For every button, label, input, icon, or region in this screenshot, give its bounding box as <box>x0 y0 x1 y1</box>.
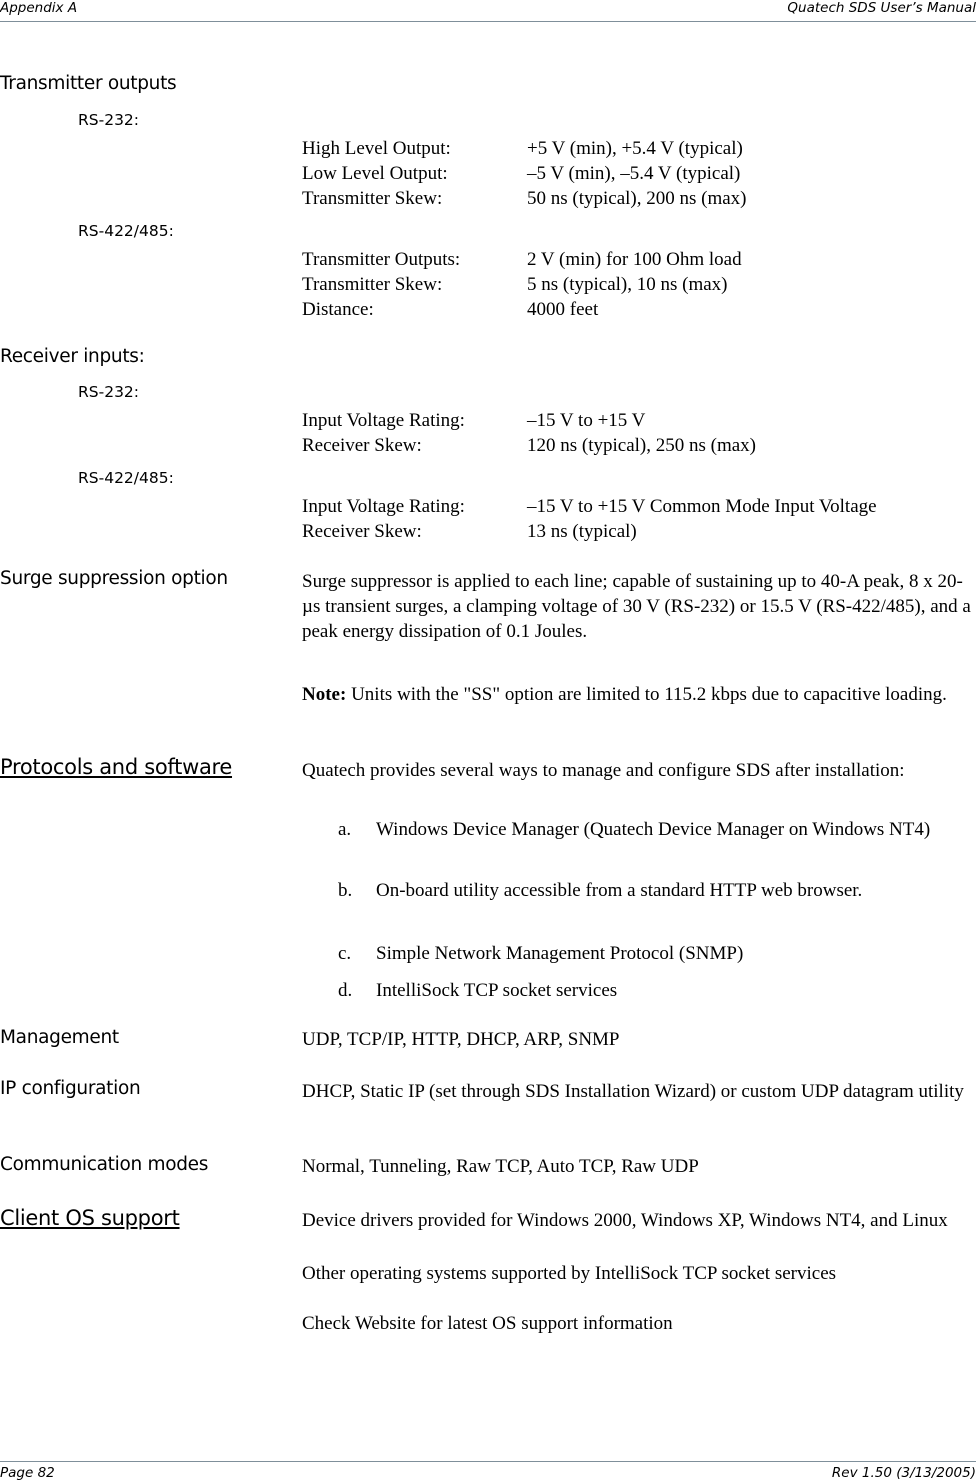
spec-value: 4000 feet <box>527 299 599 320</box>
surge-text: Surge suppressor is applied to each line; capable of sustaining up to 40-A peak, 8 x 20-µs transient surges, a clamping voltage of 30 V (RS-232) or 15.5 V (RS-422/485), and a peak energy dissipation of 0.1 Joules. <box>302 571 971 642</box>
note-text: Units with the "SS" option are limited to 115.2 kbps due to capacitive loading. <box>346 684 947 705</box>
receiver-heading: Receiver inputs: <box>0 346 145 367</box>
note-label: Note: <box>302 684 347 705</box>
transmitter-heading: Transmitter outputs <box>0 73 177 94</box>
surge-heading: Surge suppression option <box>0 568 228 589</box>
protocols-heading: Protocols and software <box>0 755 233 779</box>
spec-value: –15 V to +15 V <box>527 410 646 431</box>
spec-label: Transmitter Outputs: <box>302 249 461 270</box>
list-item: IntelliSock TCP socket services <box>376 980 618 1001</box>
ipconfig-heading: IP configuration <box>0 1078 141 1099</box>
footer-right: Rev 1.50 (3/13/2005) <box>831 1465 976 1481</box>
footer-left: Page 82 <box>0 1465 55 1481</box>
list-item: Simple Network Management Protocol (SNMP) <box>376 943 744 964</box>
page-footer <box>0 1461 976 1484</box>
spec-label: Input Voltage Rating: <box>302 496 465 517</box>
commmodes-heading: Communication modes <box>0 1154 209 1175</box>
spec-label: Receiver Skew: <box>302 435 422 456</box>
spec-value: 13 ns (typical) <box>527 521 637 542</box>
clientos-heading: Client OS support <box>0 1206 180 1230</box>
spec-value: –15 V to +15 V Common Mode Input Voltage <box>527 496 877 517</box>
rx-rs232-label: RS-232: <box>78 383 140 401</box>
list-item: On-board utility accessible from a standard HTTP web browser. <box>376 880 863 901</box>
spec-label: Transmitter Skew: <box>302 188 443 209</box>
header-left: Appendix A <box>0 0 78 16</box>
rx-rs422-label: RS-422/485: <box>78 469 174 487</box>
spec-value: 120 ns (typical), 250 ns (max) <box>527 435 757 456</box>
ipconfig-text: DHCP, Static IP (set through SDS Installation Wizard) or custom UDP datagram utility <box>302 1081 964 1102</box>
list-item-letter: b. <box>338 880 353 901</box>
page-header <box>0 0 976 22</box>
spec-label: Input Voltage Rating: <box>302 410 465 431</box>
tx-rs422-label: RS-422/485: <box>78 222 174 240</box>
spec-value: 5 ns (typical), 10 ns (max) <box>527 274 728 295</box>
spec-label: Transmitter Skew: <box>302 274 443 295</box>
spec-label: Low Level Output: <box>302 163 448 184</box>
tx-rs232-label: RS-232: <box>78 111 140 129</box>
spec-value: +5 V (min), +5.4 V (typical) <box>527 138 743 159</box>
header-right: Quatech SDS User’s Manual <box>787 0 976 16</box>
list-item-letter: a. <box>338 819 352 840</box>
spec-label: Receiver Skew: <box>302 521 422 542</box>
commmodes-text: Normal, Tunneling, Raw TCP, Auto TCP, Raw UDP <box>302 1156 699 1177</box>
list-item-letter: d. <box>338 980 353 1001</box>
protocols-intro: Quatech provides several ways to manage and configure SDS after installation: <box>302 760 905 781</box>
management-heading: Management <box>0 1027 119 1048</box>
spec-value: 2 V (min) for 100 Ohm load <box>527 249 742 270</box>
list-item-letter: c. <box>338 943 352 964</box>
clientos-line2: Other operating systems supported by IntelliSock TCP socket services <box>302 1263 837 1284</box>
spec-label: Distance: <box>302 299 374 320</box>
spec-value: 50 ns (typical), 200 ns (max) <box>527 188 747 209</box>
management-text: UDP, TCP/IP, HTTP, DHCP, ARP, SNMP <box>302 1029 620 1050</box>
list-item: Windows Device Manager (Quatech Device Manager on Windows NT4) <box>376 819 931 840</box>
clientos-line3: Check Website for latest OS support information <box>302 1313 673 1334</box>
spec-label: High Level Output: <box>302 138 451 159</box>
spec-value: –5 V (min), –5.4 V (typical) <box>527 163 741 184</box>
clientos-line1: Device drivers provided for Windows 2000, Windows XP, Windows NT4, and Linux <box>302 1210 948 1231</box>
surge-note <box>302 682 974 707</box>
